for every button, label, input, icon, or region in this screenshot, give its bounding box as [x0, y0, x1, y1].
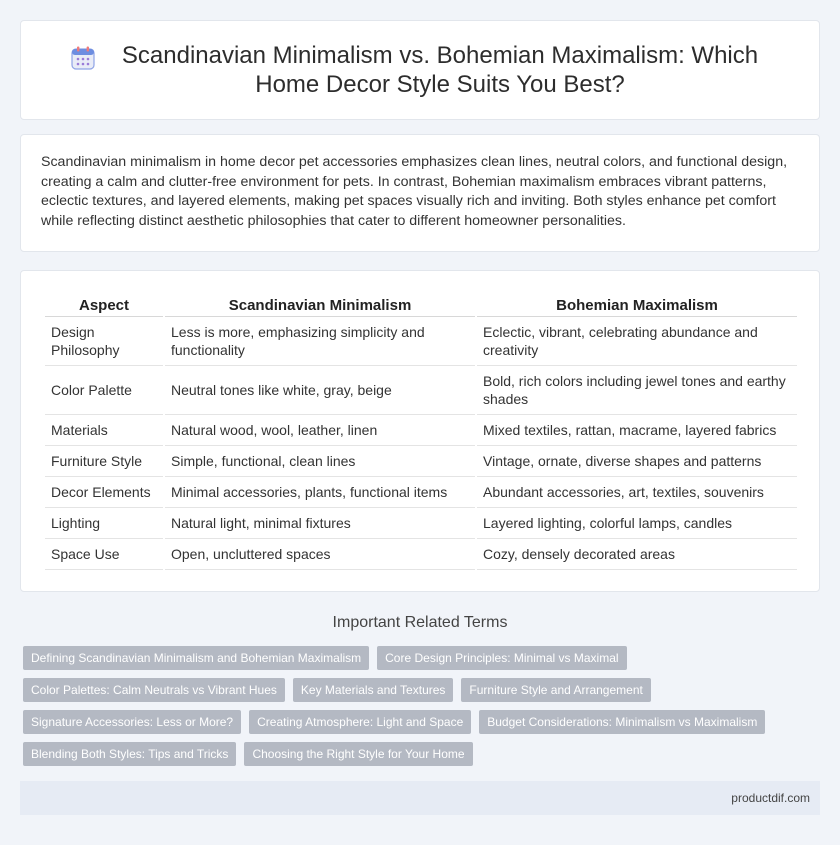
related-term-tag[interactable]: Creating Atmosphere: Light and Space	[249, 710, 471, 734]
header-aspect: Aspect	[45, 295, 163, 317]
related-term-tag[interactable]: Signature Accessories: Less or More?	[23, 710, 241, 734]
related-terms-title: Important Related Terms	[332, 614, 508, 631]
header-bohemian: Bohemian Maximalism	[477, 295, 797, 317]
cell-aspect: Decor Elements	[45, 477, 163, 508]
page-title: Scandinavian Minimalism vs. Bohemian Maximalism: Which Home Decor Style Suits You Best?	[121, 42, 759, 98]
table-row	[45, 539, 797, 570]
cell-bohemian: Bold, rich colors including jewel tones and earthy shades	[477, 366, 797, 415]
related-term-tag[interactable]: Core Design Principles: Minimal vs Maximal	[377, 646, 626, 670]
calendar-icon	[70, 45, 96, 71]
related-term-tag[interactable]: Defining Scandinavian Minimalism and Bohemian Maximalism	[23, 646, 369, 670]
related-term-tag[interactable]: Key Materials and Textures	[293, 678, 454, 702]
related-term-tag[interactable]: Blending Both Styles: Tips and Tricks	[23, 742, 236, 766]
related-term-tag[interactable]: Furniture Style and Arrangement	[461, 678, 650, 702]
title-wrap	[70, 41, 770, 99]
cell-aspect: Lighting	[45, 508, 163, 539]
cell-bohemian: Vintage, ornate, diverse shapes and patterns	[477, 446, 797, 477]
cell-scandinavian: Open, uncluttered spaces	[165, 539, 475, 570]
footer-site-link[interactable]: productdif.com	[731, 791, 810, 805]
related-term-tag[interactable]: Color Palettes: Calm Neutrals vs Vibrant Hues	[23, 678, 285, 702]
cell-aspect: Furniture Style	[45, 446, 163, 477]
comparison-table-card	[20, 270, 820, 592]
title-card	[20, 20, 820, 120]
cell-aspect: Space Use	[45, 539, 163, 570]
intro-card	[20, 134, 820, 252]
cell-scandinavian: Natural wood, wool, leather, linen	[165, 415, 475, 446]
comparison-table	[43, 295, 799, 570]
related-term-tag[interactable]: Choosing the Right Style for Your Home	[244, 742, 472, 766]
related-term-tag[interactable]: Budget Considerations: Minimalism vs Maximalism	[479, 710, 765, 734]
table-row	[45, 446, 797, 477]
cell-scandinavian: Minimal accessories, plants, functional items	[165, 477, 475, 508]
cell-scandinavian: Less is more, emphasizing simplicity and functionality	[165, 317, 475, 366]
cell-bohemian: Eclectic, vibrant, celebrating abundance and creativity	[477, 317, 797, 366]
footer	[20, 781, 820, 815]
related-terms-list	[23, 646, 823, 766]
cell-scandinavian: Natural light, minimal fixtures	[165, 508, 475, 539]
table-row	[45, 477, 797, 508]
cell-bohemian: Abundant accessories, art, textiles, souvenirs	[477, 477, 797, 508]
intro-paragraph: Scandinavian minimalism in home decor pet accessories emphasizes clean lines, neutral colors, and functional design, creating a calm and clutter-free environment for pets. In contrast, Bohemian maximalism embraces vibrant patterns, eclectic textures, and layered elements, making pet spaces visually rich and inviting. Both styles enhance pet comfort while reflecting distinct aesthetic philosophies that cater to different homeowner personalities.	[41, 154, 788, 229]
table-row	[45, 317, 797, 366]
table-row	[45, 415, 797, 446]
cell-bohemian: Cozy, densely decorated areas	[477, 539, 797, 570]
cell-bohemian: Layered lighting, colorful lamps, candles	[477, 508, 797, 539]
cell-aspect: Design Philosophy	[45, 317, 163, 366]
cell-bohemian: Mixed textiles, rattan, macrame, layered fabrics	[477, 415, 797, 446]
table-row	[45, 366, 797, 415]
header-scandinavian: Scandinavian Minimalism	[165, 295, 475, 317]
table-header-row	[45, 295, 797, 317]
cell-scandinavian: Simple, functional, clean lines	[165, 446, 475, 477]
cell-aspect: Materials	[45, 415, 163, 446]
cell-scandinavian: Neutral tones like white, gray, beige	[165, 366, 475, 415]
cell-aspect: Color Palette	[45, 366, 163, 415]
table-row	[45, 508, 797, 539]
